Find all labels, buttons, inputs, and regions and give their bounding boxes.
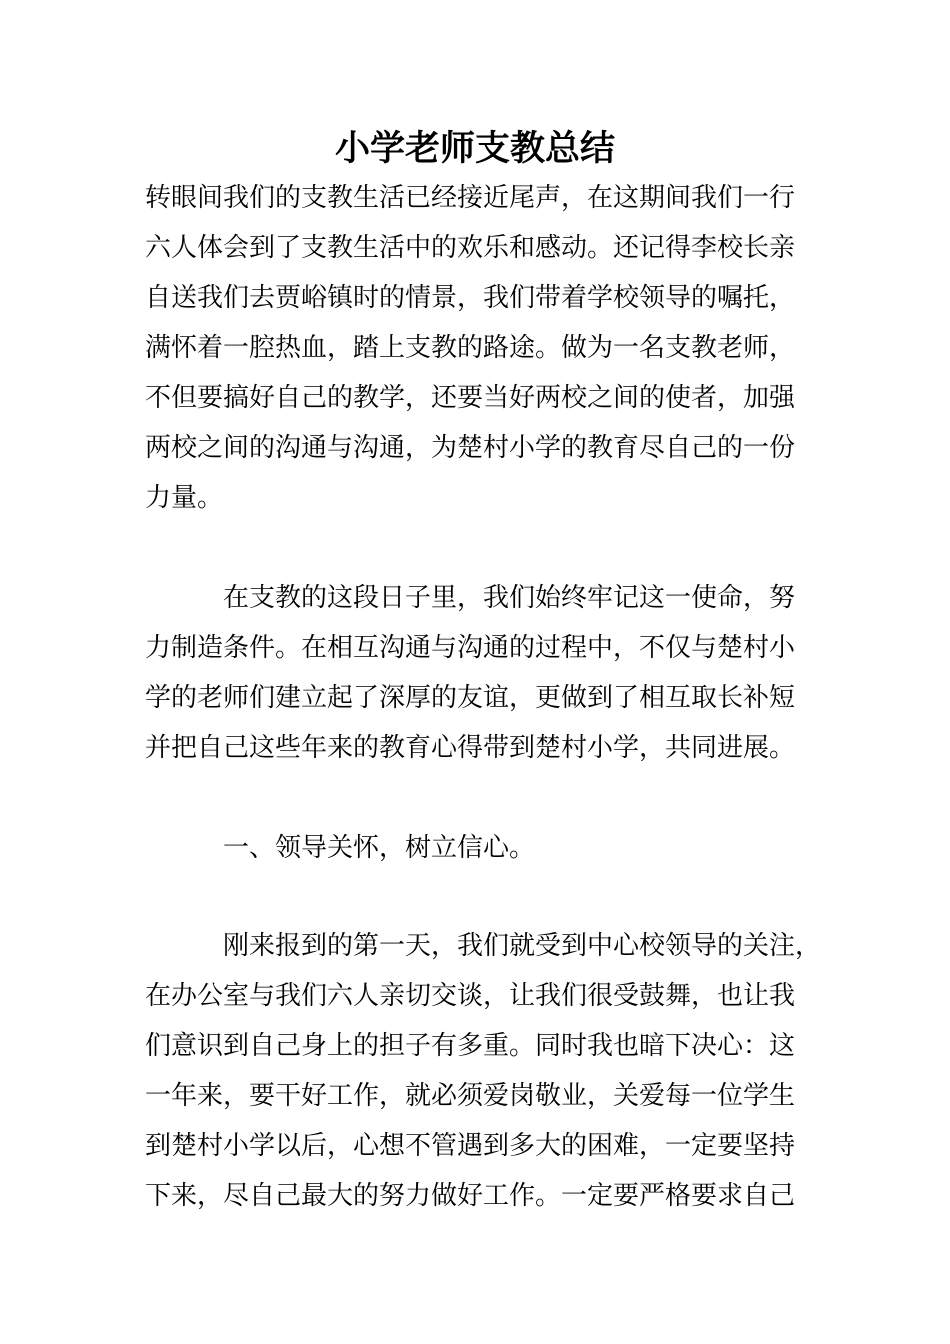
text-line: 学的老师们建立起了深厚的友谊，更做到了相互取长补短 [145,683,796,713]
text-line: 在支教的这段日子里，我们始终牢记这一使命，努 [145,583,796,613]
text-line: 们意识到自己身上的担子有多重。同时我也暗下决心：这 [145,1031,796,1061]
text-line: 在办公室与我们六人亲切交谈，让我们很受鼓舞，也让我 [145,981,796,1011]
text-line: 并把自己这些年来的教育心得带到楚村小学，共同进展。 [145,733,796,763]
paragraph-intro [145,173,835,523]
text-line: 下来，尽自己最大的努力做好工作。一定要严格要求自己 [145,1181,796,1211]
paragraph-first-day [145,921,835,1221]
text-line: 自送我们去贾峪镇时的情景，我们带着学校领导的嘱托， [145,283,796,313]
text-line: 力量。 [145,483,224,513]
text-line: 不但要搞好自己的教学，还要当好两校之间的使者，加强 [145,383,796,413]
text-line: 两校之间的沟通与沟通，为楚村小学的教育尽自己的一份 [145,433,796,463]
document-title: 小学老师支教总结 [334,129,615,169]
section-heading [145,823,835,873]
text-line: 转眼间我们的支教生活已经接近尾声，在这期间我们一行 [145,183,796,213]
text-line: 一、领导关怀，树立信心。 [145,833,536,863]
text-line: 一年来，要干好工作，就必须爱岗敬业，关爱每一位学生 [145,1081,796,1111]
text-line: 力制造条件。在相互沟通与沟通的过程中，不仅与楚村小 [145,633,796,663]
text-line: 六人体会到了支教生活中的欢乐和感动。还记得李校长亲 [145,233,796,263]
text-line: 刚来报到的第一天，我们就受到中心校领导的关注， [145,931,822,961]
paragraph-mission [145,573,835,773]
text-line: 满怀着一腔热血，踏上支教的路途。做为一名支教老师， [145,333,796,363]
text-line: 到楚村小学以后，心想不管遇到多大的困难，一定要坚持 [145,1131,796,1161]
